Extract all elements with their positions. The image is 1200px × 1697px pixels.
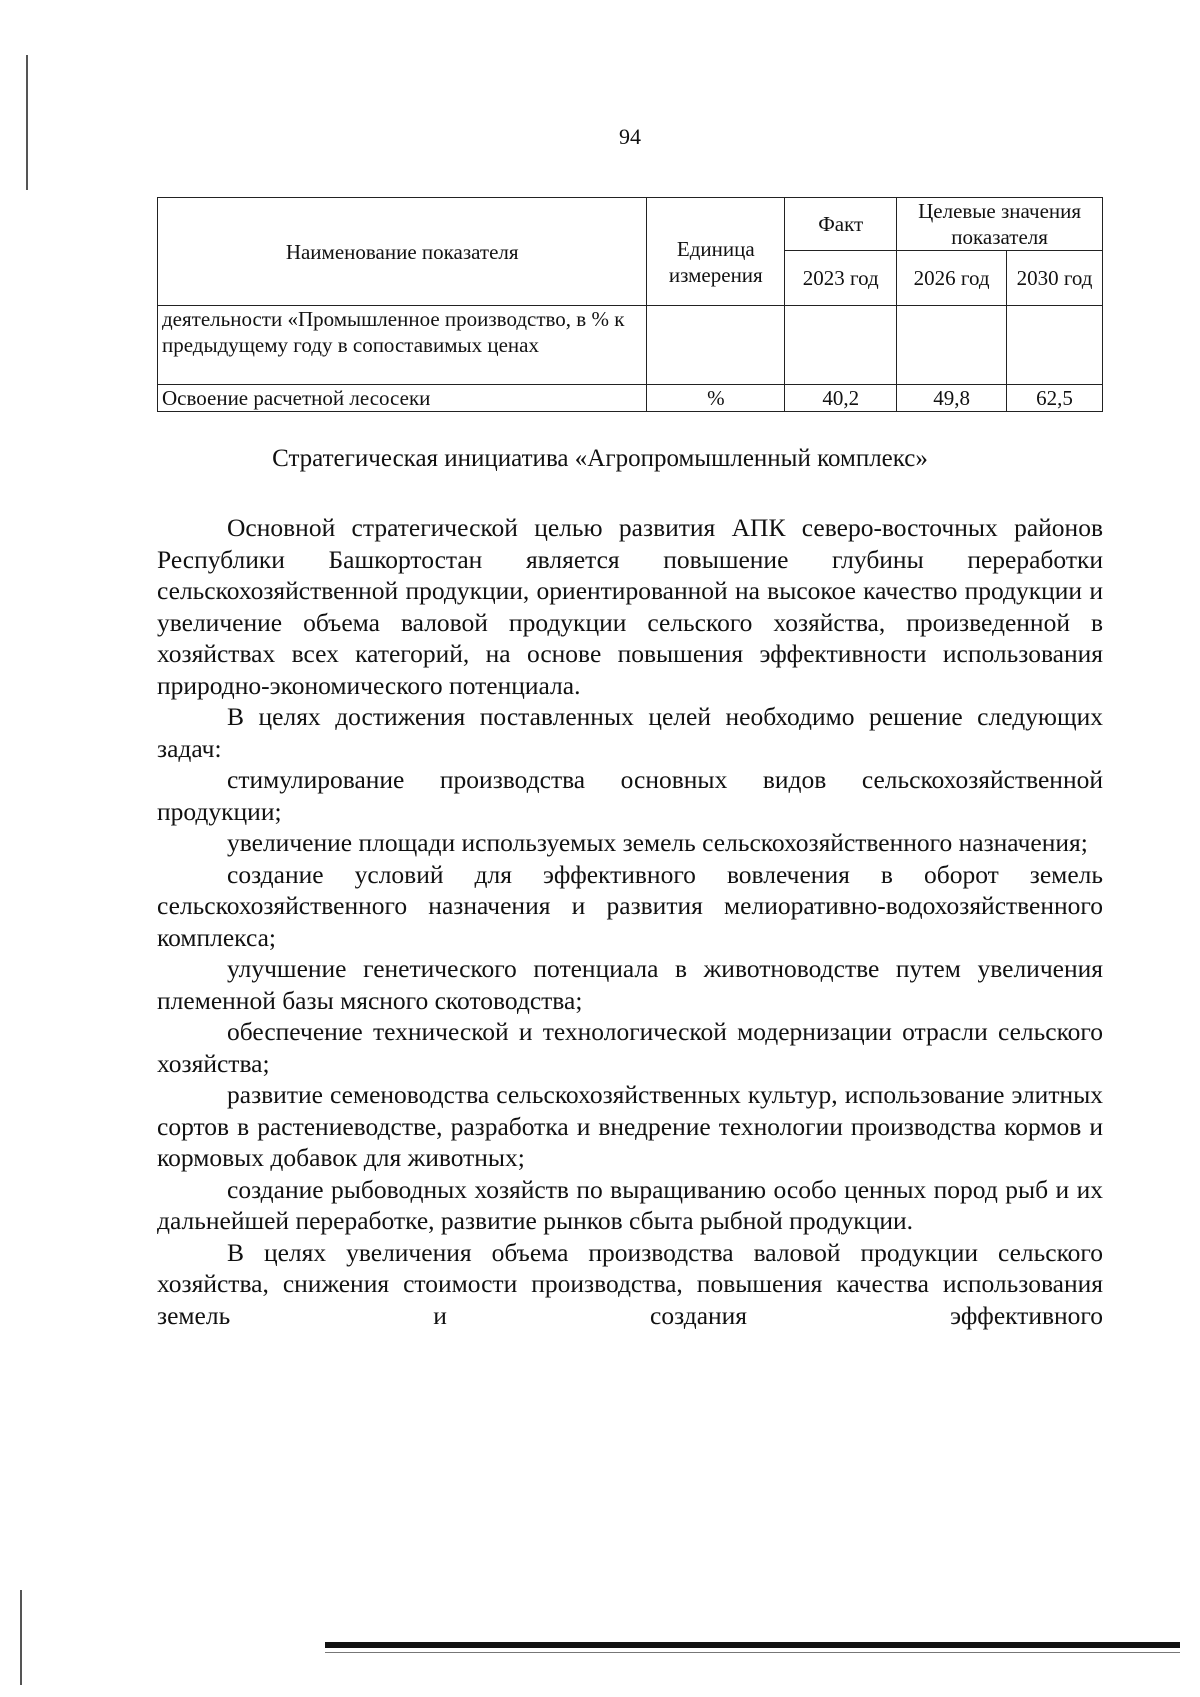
row-fact-2023 [785, 306, 897, 385]
scan-edge-line-top [26, 55, 28, 190]
footer-rule [325, 1642, 1180, 1648]
header-unit: Единица измерения [647, 198, 785, 306]
header-year-2030: 2030 год [1007, 251, 1103, 306]
list-item: создание условий для эффективного вовлечения в оборот земель сельскохозяйственного назначения и развития мелиоративно-водохозяйственного комплекса; [157, 859, 1103, 952]
row-unit [647, 306, 785, 385]
list-item: развитие семеноводства сельскохозяйственных культур, использование элитных сортов в растениеводстве, разработка и внедрение технологии производства кормов и кормовых добавок для животных; [157, 1080, 1103, 1172]
table-header-row [158, 198, 1103, 251]
row-target-2026: 49,8 [897, 385, 1007, 412]
list-item: обеспечение технической и технологической модернизации отрасли сельского хозяйства; [157, 1017, 1103, 1078]
header-year-2023: 2023 год [785, 251, 897, 306]
footer-rule-thin [325, 1652, 1180, 1653]
body-text [157, 512, 1103, 1331]
list-item: стимулирование производства основных видов сельскохозяйственной продукции; [157, 765, 1103, 826]
header-fact: Факт [785, 198, 897, 251]
row-target-2030: 62,5 [1007, 385, 1103, 412]
paragraph: В целях увеличения объема производства валовой продукции сельского хозяйства, снижения стоимости производства, повышения качества использования земель и создания эффективного [157, 1237, 1103, 1330]
list-item: создание рыбоводных хозяйств по выращиванию особо ценных пород рыб и их дальнейшей переработке, развитие рынков сбыта рыбной продукции. [157, 1174, 1103, 1235]
paragraph: Основной стратегической целью развития АПК северо-восточных районов Республики Башкортостан является повышение глубины переработки сельскохозяйственной продукции, ориентированной на высокое качество продукции и увеличение объема валовой продукции сельского хозяйства, произведенной в хозяйствах всех категорий, на основе повышения эффективности использования природно-экономического потенциала. [157, 513, 1103, 700]
row-name: Освоение расчетной лесосеки [158, 385, 647, 412]
list-item: увеличение площади используемых земель сельскохозяйственного назначения; [227, 828, 1088, 857]
indicators-table [157, 197, 1103, 412]
row-name: деятельности «Промышленное производство, в % к предыдущему году в сопоставимых ценах [158, 306, 647, 385]
row-target-2030 [1007, 306, 1103, 385]
row-unit: % [647, 385, 785, 412]
list-item: улучшение генетического потенциала в животноводстве путем увеличения племенной базы мясного скотоводства; [157, 954, 1103, 1015]
header-name: Наименование показателя [158, 198, 647, 306]
section-title: Стратегическая инициатива «Агропромышленный комплекс» [272, 445, 928, 472]
row-fact-2023: 40,2 [785, 385, 897, 412]
paragraph: В целях достижения поставленных целей необходимо решение следующих задач: [157, 702, 1103, 763]
table-row [158, 306, 1103, 385]
row-target-2026 [897, 306, 1007, 385]
header-year-2026: 2026 год [897, 251, 1007, 306]
table-row [158, 385, 1103, 412]
page-number: 94 [619, 124, 641, 149]
header-targets: Целевые значения показателя [897, 198, 1103, 251]
scan-edge-line-bottom [20, 1590, 22, 1685]
